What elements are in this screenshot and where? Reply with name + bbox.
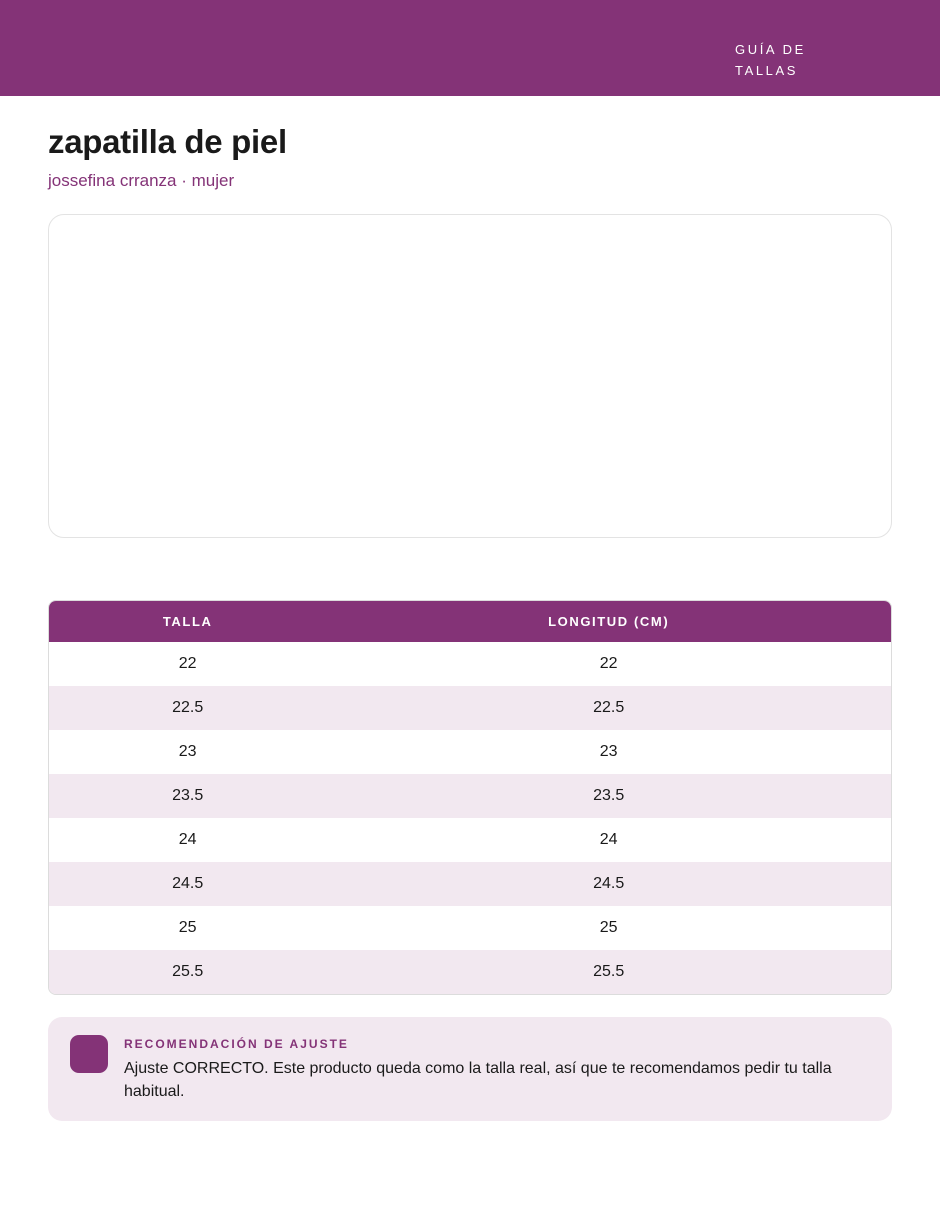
size-cell: 24.5 [172,875,204,892]
size-cell: 23.5 [172,787,204,804]
size-cell: 22.5 [172,699,204,716]
size-cell: 22 [178,655,197,672]
header-bar [0,0,940,96]
size-table [48,600,892,995]
column-header-longitud: LONGITUD (CM) [548,614,670,629]
table-row [49,818,891,862]
recommendation-text: Ajuste CORRECTO. Este producto queda como la talla real, así que te recomendamos pedir tu talla habitual. [124,1060,832,1100]
product-subtitle: jossefina crranza · mujer [48,171,235,190]
length-cell: 22.5 [593,699,625,716]
length-cell: 23.5 [593,787,625,804]
size-cell: 25.5 [172,963,204,980]
length-cell: 25.5 [593,963,625,980]
product-image-area [48,214,892,538]
recommendation-label: RECOMENDACIÓN DE AJUSTE [124,1037,349,1051]
table-row [49,862,891,906]
table-body [49,642,891,994]
size-cell: 24 [178,831,197,848]
size-cell: 25 [178,919,197,936]
table-row [49,950,891,994]
table-header [49,601,891,642]
table-row [49,774,891,818]
column-header-talla: TALLA [162,614,213,629]
length-cell: 22 [599,655,618,672]
table-row [49,730,891,774]
size-cell: 23 [178,743,197,760]
length-cell: 23 [599,743,618,760]
table-row [49,906,891,950]
size-guide-label: GUÍA DE TALLAS [735,42,806,78]
table-row [49,686,891,730]
length-cell: 24.5 [593,875,625,892]
length-cell: 25 [599,919,618,936]
fit-recommendation-box [48,1017,892,1121]
recommendation-icon [70,1035,108,1073]
product-title: zapatilla de piel [48,123,287,160]
length-cell: 24 [599,831,618,848]
table-row [49,642,891,686]
